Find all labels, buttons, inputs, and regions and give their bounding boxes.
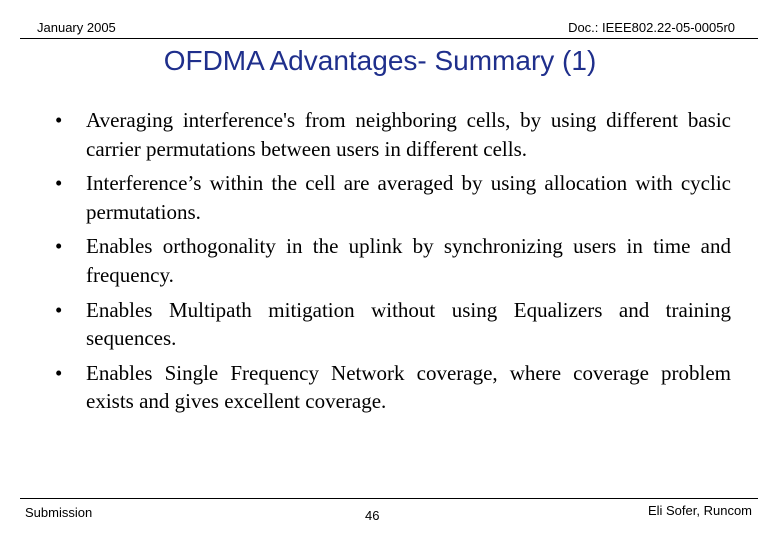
bullet-icon: • [55, 234, 63, 259]
bullet-item [55, 169, 731, 226]
header-divider [20, 38, 758, 39]
slide-title: OFDMA Advantages- Summary (1) [163, 45, 597, 76]
bullet-item [55, 106, 731, 163]
header-document-id: Doc.: IEEE802.22-05-0005r0 [568, 20, 735, 35]
bullet-icon: • [55, 360, 63, 385]
bullet-list [55, 106, 731, 422]
bullet-item [55, 232, 731, 289]
bullet-text: Enables Single Frequency Network coverage, where coverage problem exists and gives excellent coverage. [86, 360, 731, 414]
bullet-text: Enables Multipath mitigation without using Equalizers and training sequences. [86, 297, 731, 351]
bullet-item [55, 296, 731, 353]
bullet-text: Averaging interference's from neighboring cells, by using different basic carrier permutations between users in different cells. [86, 108, 731, 161]
bullet-icon: • [55, 108, 63, 132]
footer-author: Eli Sofer, Runcom [647, 503, 752, 518]
footer-submission-label: Submission [25, 505, 93, 520]
bullet-text: Enables orthogonality in the uplink by synchronizing users in time and frequency. [86, 234, 731, 287]
bullet-icon: • [55, 297, 63, 322]
bullet-icon: • [55, 171, 63, 196]
bullet-text: Interference’s within the cell are averaged by using allocation with cyclic permutations. [86, 171, 731, 224]
footer-divider [20, 498, 758, 499]
bullet-item [55, 359, 731, 416]
header-date: January 2005 [37, 20, 116, 35]
page-number: 46 [365, 508, 380, 523]
